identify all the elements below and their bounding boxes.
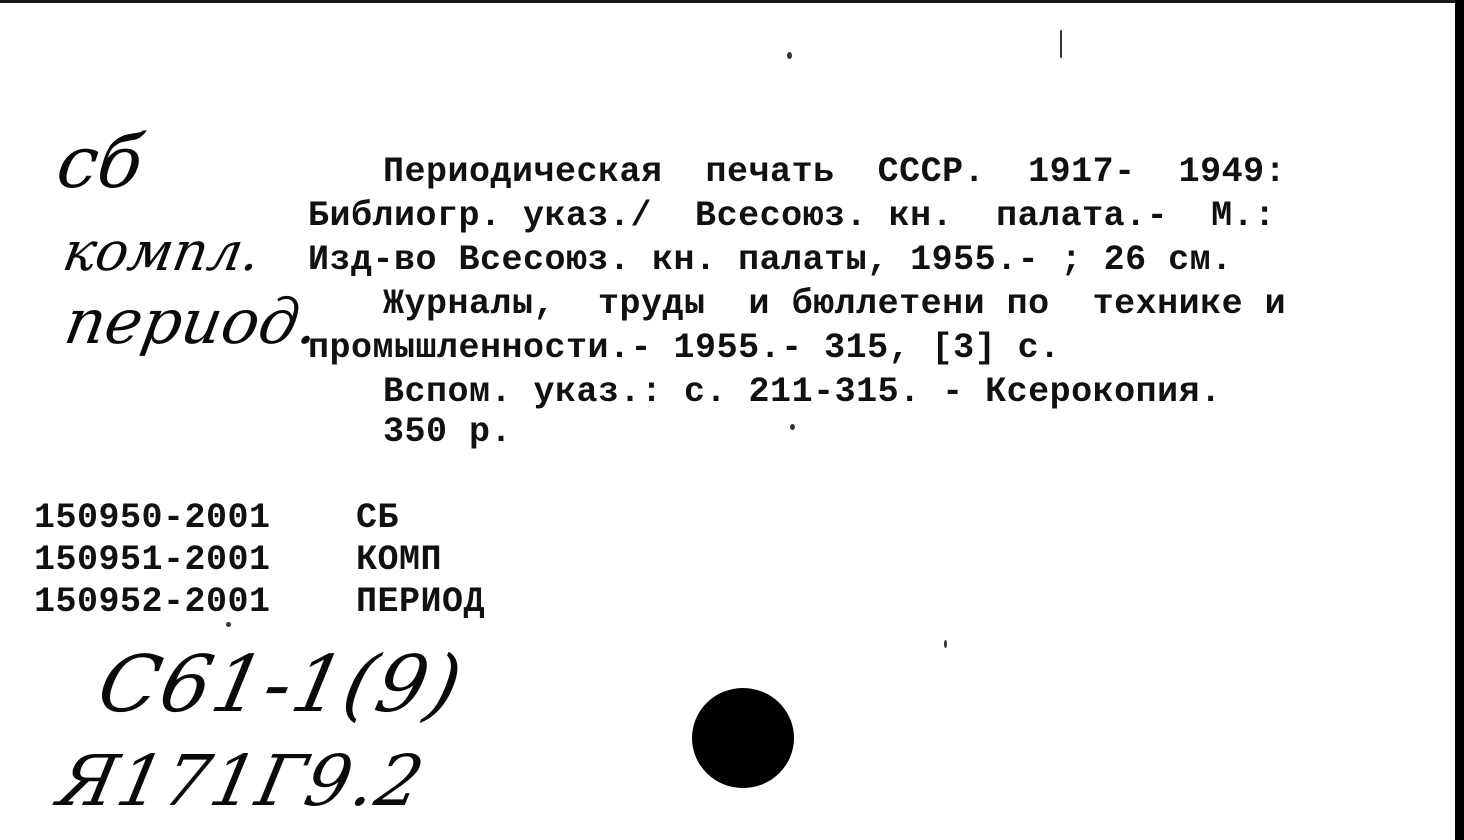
handwritten-note-period: период. <box>59 285 326 358</box>
punch-hole <box>692 688 794 788</box>
speck <box>787 52 792 59</box>
handwritten-note-sb: сб <box>52 120 149 204</box>
handwritten-classification: С61-1(9) <box>90 640 471 730</box>
handwritten-note-komp: компл. <box>58 220 266 283</box>
speck <box>226 622 231 627</box>
description-line-4: Журналы, труды и бюллетени по технике и <box>383 284 1287 324</box>
description-line-7: 350 р. <box>383 412 513 452</box>
speck <box>944 640 947 648</box>
card-top-edge <box>0 0 1464 3</box>
speck <box>1060 30 1062 58</box>
holding-location-3: ПЕРИОД <box>356 582 486 622</box>
description-line-3: Изд-во Всесоюз. кн. палаты, 1955.- ; 26 см. <box>308 240 1233 280</box>
holding-location-1: СБ <box>356 498 400 538</box>
card-right-edge <box>1455 0 1464 840</box>
description-line-1: Периодическая печать СССР. 1917- 1949: <box>383 152 1287 192</box>
description-line-2: Библиогр. указ./ Всесоюз. кн. палата.- М.: <box>308 196 1276 236</box>
handwritten-inventory: Я171Г9.2 <box>51 740 433 822</box>
holding-number-2: 150951-2001 <box>34 540 271 580</box>
holding-number-1: 150950-2001 <box>34 498 271 538</box>
holding-number-3: 150952-2001 <box>34 582 271 622</box>
holding-location-2: КОМП <box>356 540 443 580</box>
speck <box>790 424 795 430</box>
description-line-6: Вспом. указ.: с. 211-315. - Ксерокопия. <box>383 372 1222 412</box>
description-line-5: промышленности.- 1955.- 315, [3] с. <box>308 328 1061 368</box>
